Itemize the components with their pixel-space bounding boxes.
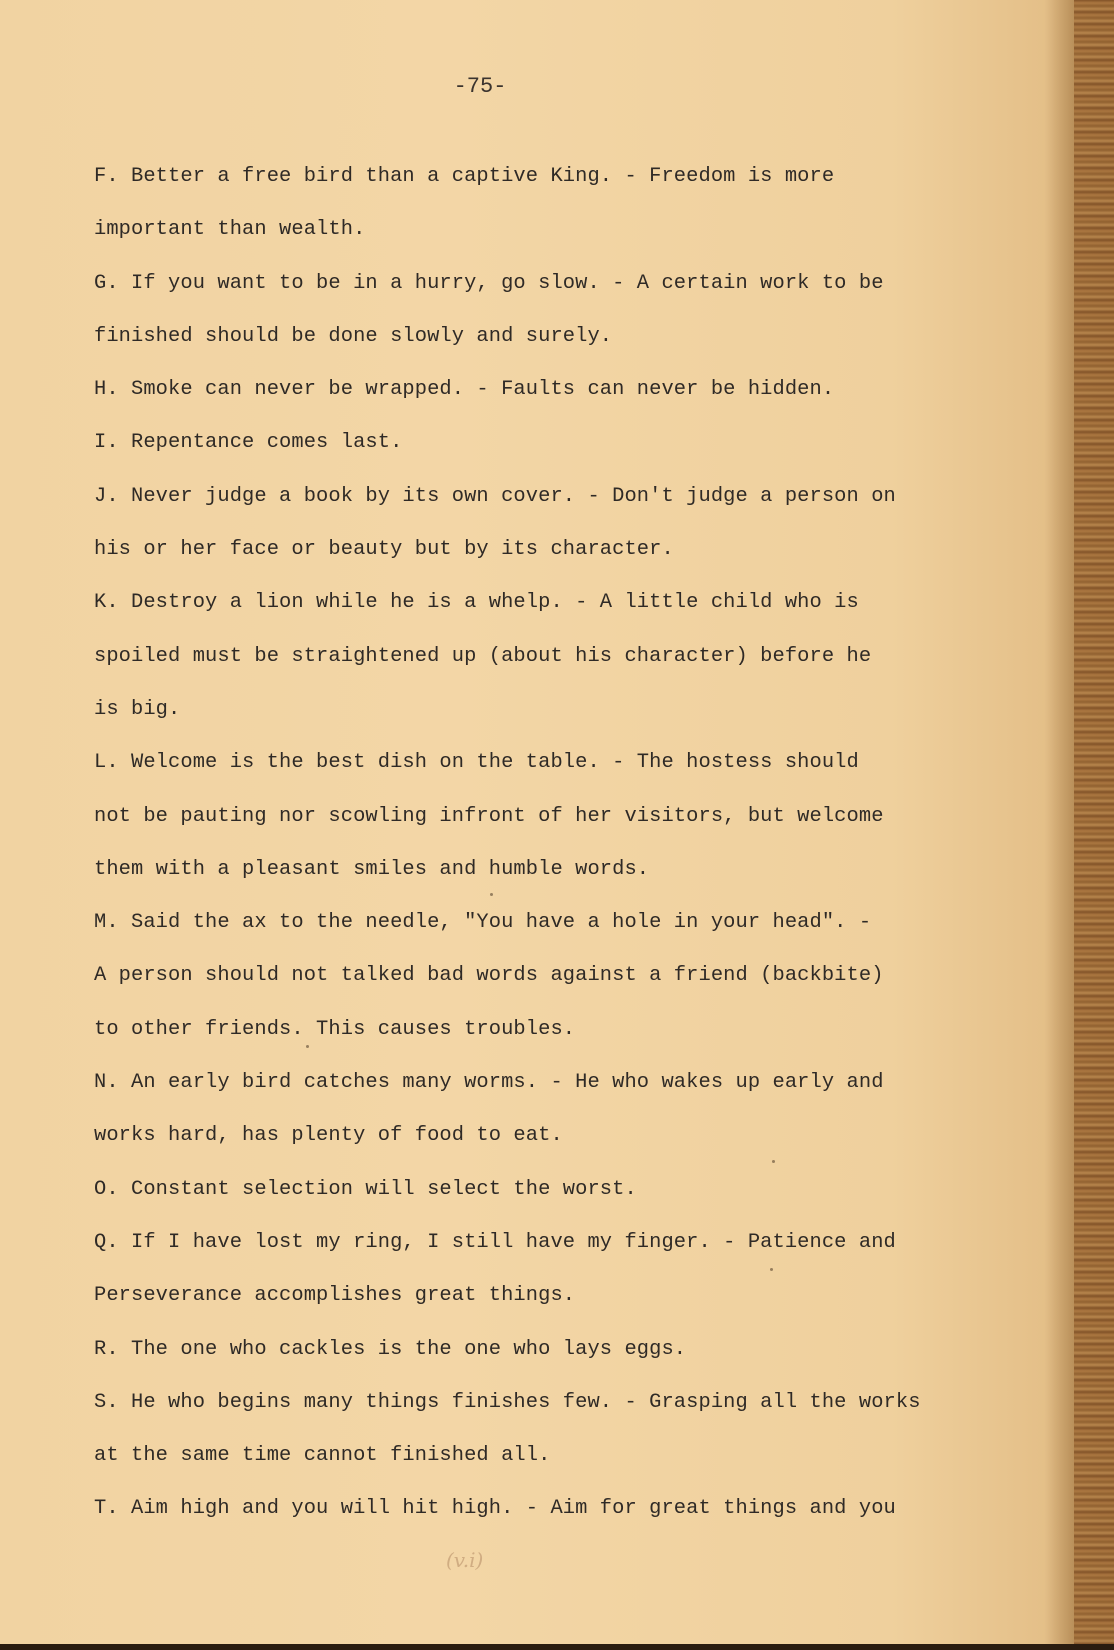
handwritten-pencil-note: (v.i) <box>446 1548 484 1572</box>
text-line: K. Destroy a lion while he is a whelp. - A little child who is <box>94 591 859 615</box>
binding-shadow <box>1044 0 1074 1650</box>
page-bottom-edge <box>0 1644 1114 1650</box>
text-line: his or her face or beauty but by its character. <box>94 538 674 562</box>
text-line: finished should be done slowly and surely. <box>94 324 613 348</box>
text-line: Q. If I have lost my ring, I still have my finger. - Patience and <box>94 1230 896 1254</box>
text-line: them with a pleasant smiles and humble words. <box>94 857 650 881</box>
paper-speck <box>490 893 493 896</box>
text-line: S. He who begins many things finishes few. - Grasping all the works <box>94 1390 921 1414</box>
text-line: important than wealth. <box>94 218 366 242</box>
text-line: at the same time cannot finished all. <box>94 1444 551 1468</box>
book-binding-edge <box>1074 0 1114 1650</box>
text-line: T. Aim high and you will hit high. - Aim for great things and you <box>94 1497 896 1521</box>
typed-proverbs-text <box>94 150 974 1536</box>
paper-speck <box>772 1160 775 1163</box>
text-line: G. If you want to be in a hurry, go slow. - A certain work to be <box>94 271 884 295</box>
text-line: Perseverance accomplishes great things. <box>94 1284 576 1308</box>
text-line: J. Never judge a book by its own cover. - Don't judge a person on <box>94 484 896 508</box>
text-line: A person should not talked bad words against a friend (backbite) <box>94 964 884 988</box>
page-number: -75- <box>453 74 507 99</box>
text-line: H. Smoke can never be wrapped. - Faults can never be hidden. <box>94 378 835 402</box>
text-line: M. Said the ax to the needle, "You have a hole in your head". - <box>94 911 872 935</box>
text-line: I. Repentance comes last. <box>94 431 403 455</box>
text-line: O. Constant selection will select the worst. <box>94 1177 637 1201</box>
paper-speck <box>770 1268 773 1271</box>
text-line: F. Better a free bird than a captive King. - Freedom is more <box>94 165 835 188</box>
paper-speck <box>306 1045 309 1048</box>
text-line: not be pauting nor scowling infront of her visitors, but welcome <box>94 804 884 828</box>
text-line: R. The one who cackles is the one who lays eggs. <box>94 1337 687 1361</box>
text-line: to other friends. This causes troubles. <box>94 1017 576 1041</box>
text-line: spoiled must be straightened up (about his character) before he <box>94 644 872 668</box>
text-line: works hard, has plenty of food to eat. <box>94 1124 563 1148</box>
text-line: N. An early bird catches many worms. - He who wakes up early and <box>94 1071 884 1095</box>
text-line: is big. <box>94 697 181 721</box>
text-line: L. Welcome is the best dish on the table. - The hostess should <box>94 751 859 775</box>
